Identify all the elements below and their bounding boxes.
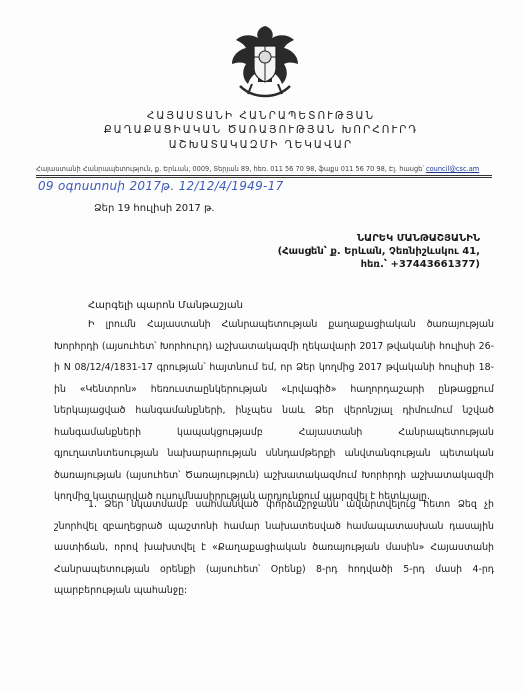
coat-of-arms-emblem: [228, 22, 302, 100]
salutation: Հարգելի պարոն Մանթաշյան: [88, 300, 243, 311]
addressee-block: [278, 232, 480, 271]
body-paragraph: Ի լրումն Հայաստանի Հանրապետության քաղաքացիական ծառայության Խորհրդի (այսուհետ՝ Խորհուրդ) աշխատակազմի ղեկավարի 2017 թվականի հուլիսի 26-ի N 08/12/4/1831-17 գրության՝ հայտնում եմ, որ Ձեր կողմից 2017 թվականի հուլիսի 18-ին «Կենտրոն» հեռուստաընկերության «Լրվագիծ» հաղորդաշարի ընթացքում ներկայացված հանգամանքների, ինչպես նաև Ձեր վերոնշյալ դիմումում նշված հանգամանքների կապակցությամբ Հայաստանի Հանրապետության գյուղատնտեսության նախարարության սննդամթերքի անվտանգության պետական ծառայության (այսուհետ՝ Ծառայություն) աշխատակազմում Խորհրդի աշխատակազմի կողմից կատարված ուսումնասիրության արդյունքում պարզվել է հետևյալը.: [54, 319, 494, 502]
addressee-phone: հեռ.՝ +37443661377): [360, 259, 480, 270]
org-name-line2: ՔԱՂԱՔԱՑԻԱԿԱՆ ԾԱՌԱՅՈՒԹՅԱՆ ԽՈՐՀՈՒՐԴ: [103, 124, 419, 136]
contact-email-link[interactable]: council@csc.am: [426, 165, 480, 173]
header-divider: [36, 175, 492, 176]
body-paragraph: 1. Ձեր նկատմամբ սահմանված փորձաշրջանն ավարտվելուց հետո Ձեզ չի շնորհվել զբաղեցրած պաշտոնի համար նախատեսված համապատասխան դասային աստիճան, որով խախտվել է «Քաղաքացիական ծառայության մասին» Հայաստանի Հանրապետության օրենքի (այսուհետ՝ Օրենք) 8-րդ հոդվածի 5-րդ մասի 4-րդ պարբերության պահանջը:: [54, 499, 494, 596]
org-name-line1: ՀԱՅԱՍՏԱՆԻ ՀԱՆՐԱՊԵՏՈՒԹՅԱՆ: [146, 110, 376, 122]
addressee-address: (Հասցեն՝ ք. Երևան, Չեռնիշևսկու 41,: [277, 246, 480, 257]
contact-info: [36, 165, 492, 173]
header-divider-secondary: [36, 177, 492, 178]
handwritten-reference: 09 օգոստոսի 2017թ. 12/12/4/1949-17: [38, 179, 284, 193]
contact-address: Հայաստանի Հանրապետություն, ք. Երևան, 0009, Տերյան 89, հեռ. 011 56 70 98, ֆաքս 011 56 70 98, Էլ. հասցե՝: [36, 165, 424, 173]
org-name-line3: ԱՇԽԱՏԱԿԱԶՄԻ ՂԵԿԱՎԱՐ: [168, 139, 354, 151]
letter-date: Ձեր 19 հուլիսի 2017 թ.: [94, 203, 215, 214]
addressee-name: ՆԱՐԵԿ ՄԱՆԹԱՇՅԱՆԻՆ: [356, 233, 480, 244]
